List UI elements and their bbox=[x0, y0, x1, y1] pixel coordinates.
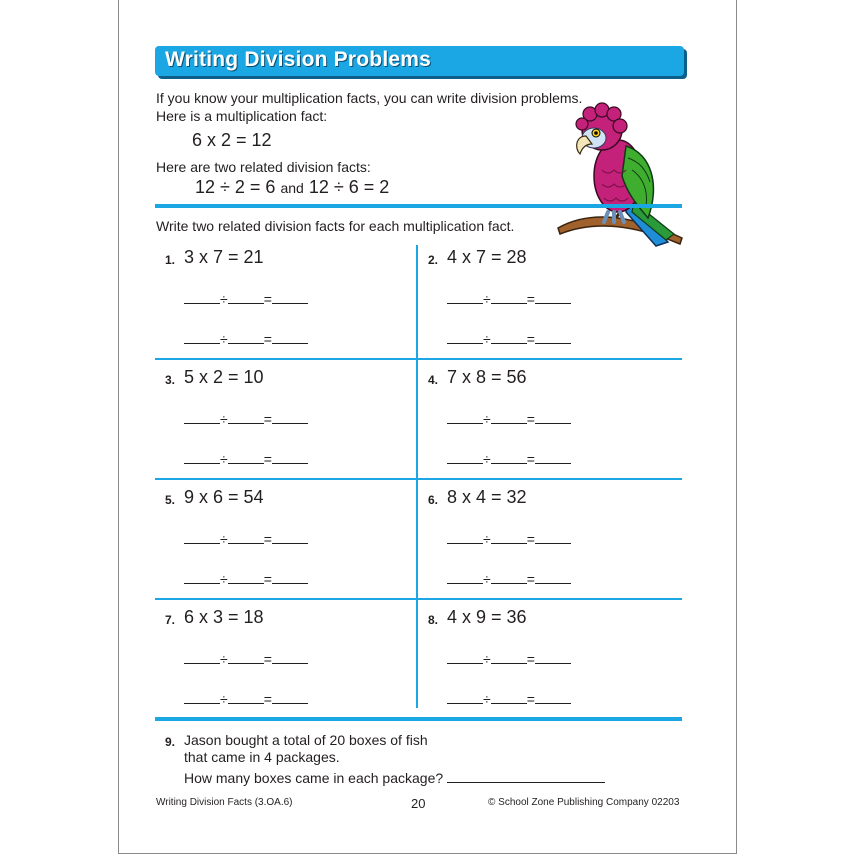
answer-row[interactable]: ÷ = bbox=[447, 289, 571, 307]
answer-row[interactable]: ÷ = bbox=[184, 289, 308, 307]
grid-divider-row-2 bbox=[155, 478, 682, 480]
answer-row[interactable]: ÷ = bbox=[184, 569, 308, 587]
word-problem-line-1: Jason bought a total of 20 boxes of fish bbox=[184, 732, 428, 748]
grid-divider-row-3 bbox=[155, 598, 682, 600]
word-problem-answer-line[interactable] bbox=[447, 768, 605, 783]
intro-line-1: If you know your multiplication facts, you can write division problems. bbox=[156, 90, 583, 106]
instruction-text: Write two related division facts for each multiplication fact. bbox=[156, 218, 515, 234]
answer-row[interactable]: ÷ = bbox=[447, 569, 571, 587]
answer-row[interactable]: ÷ = bbox=[184, 689, 308, 707]
intro-line-3: Here are two related division facts: bbox=[156, 159, 371, 175]
answer-row[interactable]: ÷ = bbox=[447, 409, 571, 427]
answer-row[interactable]: ÷ = bbox=[184, 409, 308, 427]
problem-fact: 9 x 6 = 54 bbox=[184, 487, 264, 507]
grid-divider-vertical-3 bbox=[416, 480, 418, 598]
grid-divider-vertical-1 bbox=[416, 245, 418, 358]
grid-divider-row-1 bbox=[155, 358, 682, 360]
word-problem-question-text: How many boxes came in each package? bbox=[184, 770, 444, 786]
footer-right: © School Zone Publishing Company 02203 bbox=[488, 797, 680, 808]
problem-fact: 7 x 8 = 56 bbox=[447, 367, 527, 387]
example-division-facts bbox=[195, 176, 389, 199]
problem-number: 6. bbox=[428, 493, 439, 507]
answer-row[interactable]: ÷ = bbox=[447, 689, 571, 707]
answer-row[interactable]: ÷ = bbox=[447, 649, 571, 667]
problem-number: 4. bbox=[428, 373, 439, 387]
problem-number: 8. bbox=[428, 613, 439, 627]
problem-fact: 3 x 7 = 21 bbox=[184, 247, 264, 267]
problem-number: 2. bbox=[428, 253, 439, 267]
example-multiplication-fact: 6 x 2 = 12 bbox=[192, 130, 272, 150]
title-banner bbox=[155, 46, 684, 76]
intro-divider bbox=[155, 204, 682, 208]
word-problem-divider bbox=[155, 717, 682, 721]
problem-number: 7. bbox=[165, 613, 176, 627]
word-problem-line-2: that came in 4 packages. bbox=[184, 749, 340, 765]
division-fact-2: 12 ÷ 6 = 2 bbox=[308, 177, 390, 197]
division-fact-1: 12 ÷ 2 = 6 bbox=[195, 177, 276, 197]
problem-number: 5. bbox=[165, 493, 176, 507]
parrot-illustration bbox=[556, 100, 686, 250]
problem-fact: 5 x 2 = 10 bbox=[184, 367, 264, 387]
word-problem-question bbox=[184, 768, 605, 787]
answer-row[interactable]: ÷ = bbox=[184, 529, 308, 547]
problem-number: 9. bbox=[165, 735, 176, 749]
problem-fact: 4 x 9 = 36 bbox=[447, 607, 527, 627]
problem-fact: 6 x 3 = 18 bbox=[184, 607, 264, 627]
page-title: Writing Division Problems bbox=[165, 48, 431, 71]
answer-row[interactable]: ÷ = bbox=[184, 649, 308, 667]
problem-number: 1. bbox=[165, 253, 176, 267]
answer-row[interactable]: ÷ = bbox=[447, 449, 571, 467]
and-word: and bbox=[280, 180, 304, 196]
problem-number: 3. bbox=[165, 373, 176, 387]
grid-divider-vertical-4 bbox=[416, 600, 418, 708]
answer-row[interactable]: ÷ = bbox=[184, 449, 308, 467]
problem-fact: 4 x 7 = 28 bbox=[447, 247, 527, 267]
footer-left: Writing Division Facts (3.OA.6) bbox=[156, 797, 293, 808]
page-number: 20 bbox=[411, 796, 426, 811]
answer-row[interactable]: ÷ = bbox=[184, 329, 308, 347]
grid-divider-vertical-2 bbox=[416, 360, 418, 478]
problem-fact: 8 x 4 = 32 bbox=[447, 487, 527, 507]
intro-line-2: Here is a multiplication fact: bbox=[156, 108, 328, 124]
answer-row[interactable]: ÷ = bbox=[447, 329, 571, 347]
answer-row[interactable]: ÷ = bbox=[447, 529, 571, 547]
